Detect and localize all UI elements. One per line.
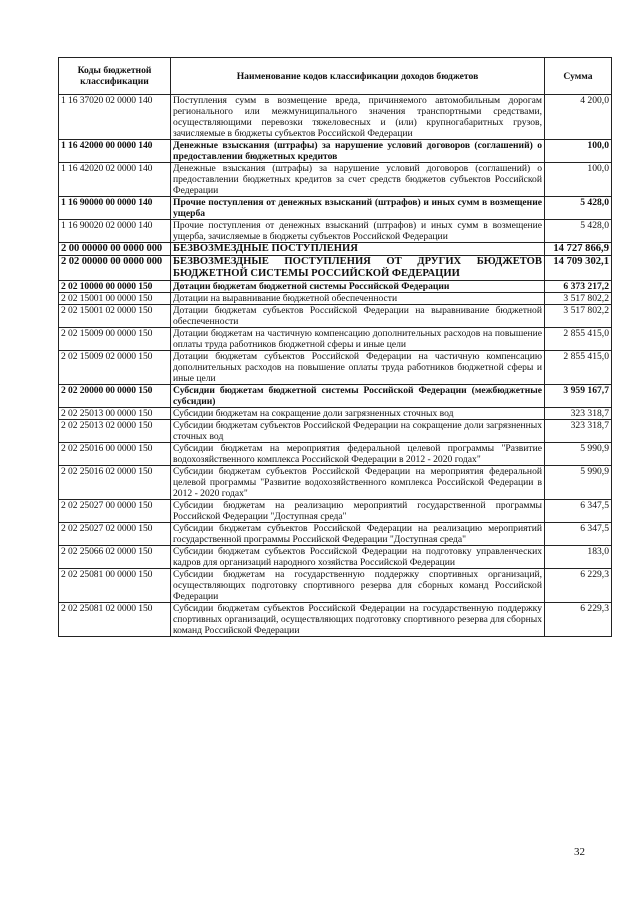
- table-row: [59, 408, 612, 420]
- table-header-row: [59, 58, 612, 95]
- table-row: [59, 569, 612, 603]
- table-row: [59, 140, 612, 163]
- row-sum: 14 709 302,1: [545, 256, 612, 281]
- header-sum: Сумма: [545, 58, 612, 95]
- header-name: Наименование кодов классификации доходов бюджетов: [171, 58, 545, 95]
- row-code: 1 16 42000 00 0000 140: [59, 140, 171, 163]
- row-sum: 14 727 866,9: [545, 243, 612, 256]
- row-name: Субсидии бюджетам на сокращение доли загрязненных сточных вод: [171, 408, 545, 420]
- row-name: Субсидии бюджетам субъектов Российской Федерации на реализацию мероприятий государственной программы Российской Федерации "Доступная среда": [171, 523, 545, 546]
- table-row: [59, 197, 612, 220]
- row-sum: 5 428,0: [545, 197, 612, 220]
- row-code: 2 02 15009 02 0000 150: [59, 351, 171, 385]
- row-name: Субсидии бюджетам субъектов Российской Федерации на государственную поддержку спортивных организаций, осуществляющих подготовку спортивного резерва для сборных команд Российской Федерации: [171, 603, 545, 637]
- table-row: [59, 293, 612, 305]
- row-code: 2 02 20000 00 0000 150: [59, 385, 171, 408]
- row-code: 2 02 25016 02 0000 150: [59, 466, 171, 500]
- row-name: Субсидии бюджетам бюджетной системы Российской Федерации (межбюджетные субсидии): [171, 385, 545, 408]
- table-row: [59, 443, 612, 466]
- row-code: 2 02 15001 02 0000 150: [59, 305, 171, 328]
- row-sum: 6 347,5: [545, 500, 612, 523]
- row-name: Субсидии бюджетам на мероприятия федеральной целевой программы "Развитие водохозяйственного комплекса Российской Федерации в 2012 - 2020 годах": [171, 443, 545, 466]
- row-code: 1 16 90020 02 0000 140: [59, 220, 171, 243]
- header-code: Коды бюджетной классификации: [59, 58, 171, 95]
- row-code: 1 16 42020 02 0000 140: [59, 163, 171, 197]
- row-name: Дотации бюджетам субъектов Российской Федерации на выравнивание бюджетной обеспеченности: [171, 305, 545, 328]
- row-sum: 6 229,3: [545, 569, 612, 603]
- table-row: [59, 420, 612, 443]
- table-row: [59, 351, 612, 385]
- table-row: [59, 500, 612, 523]
- budget-revenue-table: [58, 57, 612, 637]
- row-sum: 100,0: [545, 140, 612, 163]
- row-name: Субсидии бюджетам субъектов Российской Федерации на сокращение доли загрязненных сточных вод: [171, 420, 545, 443]
- row-sum: 3 517 802,2: [545, 293, 612, 305]
- row-name: Прочие поступления от денежных взысканий (штрафов) и иных сумм в возмещение ущерба: [171, 197, 545, 220]
- table-row: [59, 328, 612, 351]
- table-row: [59, 523, 612, 546]
- row-sum: 3 959 167,7: [545, 385, 612, 408]
- table-row: [59, 385, 612, 408]
- row-name: Денежные взыскания (штрафы) за нарушение условий договоров (соглашений) о предоставлении бюджетных кредитов: [171, 140, 545, 163]
- table-row: [59, 163, 612, 197]
- table-row: [59, 95, 612, 140]
- row-name: Прочие поступления от денежных взысканий (штрафов) и иных сумм в возмещение ущерба, зачисляемые в бюджеты субъектов Российской Федерации: [171, 220, 545, 243]
- row-name: Субсидии бюджетам субъектов Российской Федерации на подготовку управленческих кадров для организаций народного хозяйства Российской Федерации: [171, 546, 545, 569]
- row-sum: 3 517 802,2: [545, 305, 612, 328]
- row-sum: 323 318,7: [545, 420, 612, 443]
- row-sum: 6 229,3: [545, 603, 612, 637]
- row-sum: 2 855 415,0: [545, 351, 612, 385]
- row-code: 2 02 15001 00 0000 150: [59, 293, 171, 305]
- row-sum: 5 990,9: [545, 466, 612, 500]
- row-code: 1 16 90000 00 0000 140: [59, 197, 171, 220]
- row-name: Дотации бюджетам субъектов Российской Федерации на частичную компенсацию дополнительных расходов на повышение оплаты труда работников бюджетной сферы и иные цели: [171, 351, 545, 385]
- row-sum: 183,0: [545, 546, 612, 569]
- table-row: [59, 603, 612, 637]
- row-code: 2 02 25081 02 0000 150: [59, 603, 171, 637]
- table-row: [59, 281, 612, 293]
- row-name: БЕЗВОЗМЕЗДНЫЕ ПОСТУПЛЕНИЯ: [171, 243, 545, 256]
- row-name: Дотации бюджетам на частичную компенсацию дополнительных расходов на повышение оплаты труда работников бюджетной сферы и иные цели: [171, 328, 545, 351]
- row-sum: 6 373 217,2: [545, 281, 612, 293]
- row-code: 2 02 25027 00 0000 150: [59, 500, 171, 523]
- row-name: Субсидии бюджетам субъектов Российской Федерации на мероприятия федеральной целевой программы "Развитие водохозяйственного комплекса Российской Федерации в 2012 - 2020 годах": [171, 466, 545, 500]
- row-sum: 100,0: [545, 163, 612, 197]
- row-code: 2 02 25013 00 0000 150: [59, 408, 171, 420]
- table-row: [59, 466, 612, 500]
- row-code: 2 02 25027 02 0000 150: [59, 523, 171, 546]
- row-code: 2 02 00000 00 0000 000: [59, 256, 171, 281]
- row-name: БЕЗВОЗМЕЗДНЫЕ ПОСТУПЛЕНИЯ ОТ ДРУГИХ БЮДЖЕТОВ БЮДЖЕТНОЙ СИСТЕМЫ РОССИЙСКОЙ ФЕДЕРАЦИИ: [171, 256, 545, 281]
- row-code: 2 02 15009 00 0000 150: [59, 328, 171, 351]
- row-sum: 5 990,9: [545, 443, 612, 466]
- row-code: 2 02 25013 02 0000 150: [59, 420, 171, 443]
- row-code: 2 02 25016 00 0000 150: [59, 443, 171, 466]
- row-name: Дотации бюджетам бюджетной системы Российской Федерации: [171, 281, 545, 293]
- row-code: 2 02 25066 02 0000 150: [59, 546, 171, 569]
- row-code: 2 00 00000 00 0000 000: [59, 243, 171, 256]
- row-name: Субсидии бюджетам на государственную поддержку спортивных организаций, осуществляющих подготовку спортивного резерва для сборных команд Российской Федерации: [171, 569, 545, 603]
- table-row: [59, 243, 612, 256]
- row-sum: 4 200,0: [545, 95, 612, 140]
- row-code: 1 16 37020 02 0000 140: [59, 95, 171, 140]
- row-code: 2 02 25081 00 0000 150: [59, 569, 171, 603]
- row-name: Дотации на выравнивание бюджетной обеспеченности: [171, 293, 545, 305]
- row-code: 2 02 10000 00 0000 150: [59, 281, 171, 293]
- row-sum: 6 347,5: [545, 523, 612, 546]
- row-name: Поступления сумм в возмещение вреда, причиняемого автомобильным дорогам регионального или межмуниципального значения транспортными средствами, осуществляющими перевозки тяжеловесных и (или) крупногабаритных грузов, зачисляемые в бюджеты субъектов Российской Федерации: [171, 95, 545, 140]
- table-row: [59, 305, 612, 328]
- table-row: [59, 256, 612, 281]
- page-number: 32: [574, 846, 585, 858]
- table-row: [59, 220, 612, 243]
- row-sum: 5 428,0: [545, 220, 612, 243]
- row-name: Денежные взыскания (штрафы) за нарушение условий договоров (соглашений) о предоставлении бюджетных кредитов за счет средств бюджетов субъектов Российской Федерации: [171, 163, 545, 197]
- table-row: [59, 546, 612, 569]
- row-sum: 323 318,7: [545, 408, 612, 420]
- row-sum: 2 855 415,0: [545, 328, 612, 351]
- row-name: Субсидии бюджетам на реализацию мероприятий государственной программы Российской Федерации "Доступная среда": [171, 500, 545, 523]
